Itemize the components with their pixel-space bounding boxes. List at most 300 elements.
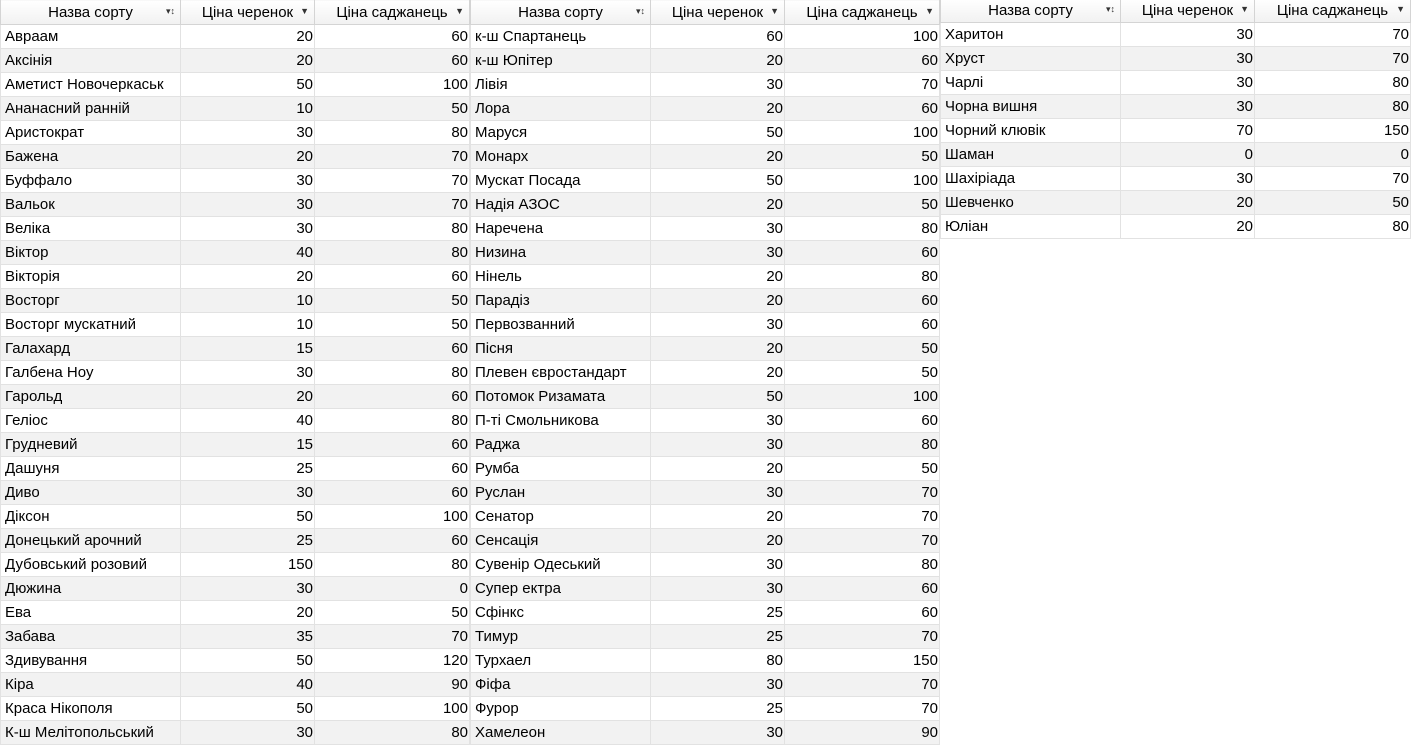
table-row[interactable] [471,49,940,73]
cell-variety-name[interactable]: П-ті Смольникова [471,409,651,433]
table-row[interactable] [1,73,470,97]
cell-cuttings-price[interactable]: 30 [651,673,785,697]
cell-variety-name[interactable]: Дашуня [1,457,181,481]
cell-variety-name[interactable]: К-ш Мелітопольський [1,721,181,745]
table-row[interactable] [471,217,940,241]
cell-seedlings-price[interactable]: 60 [315,433,470,457]
cell-seedlings-price[interactable]: 60 [785,241,940,265]
cell-variety-name[interactable]: Гарольд [1,385,181,409]
cell-variety-name[interactable]: Надія АЗОС [471,193,651,217]
table-row[interactable] [1,193,470,217]
cell-cuttings-price[interactable]: 40 [181,673,315,697]
cell-seedlings-price[interactable]: 50 [785,457,940,481]
cell-variety-name[interactable]: Первозванний [471,313,651,337]
table-row[interactable] [471,289,940,313]
cell-variety-name[interactable]: Сенатор [471,505,651,529]
cell-variety-name[interactable]: Наречена [471,217,651,241]
cell-seedlings-price[interactable]: 50 [785,361,940,385]
column-header-seedlings[interactable] [315,0,470,25]
cell-cuttings-price[interactable]: 20 [651,145,785,169]
cell-variety-name[interactable]: Кіра [1,673,181,697]
cell-seedlings-price[interactable]: 60 [315,49,470,73]
table-row[interactable] [471,25,940,49]
table-row[interactable] [1,265,470,289]
cell-cuttings-price[interactable]: 30 [651,409,785,433]
cell-cuttings-price[interactable]: 30 [651,481,785,505]
cell-seedlings-price[interactable]: 90 [785,721,940,745]
cell-variety-name[interactable]: Забава [1,625,181,649]
table-row[interactable] [471,169,940,193]
table-row[interactable] [1,481,470,505]
cell-cuttings-price[interactable]: 20 [651,337,785,361]
cell-variety-name[interactable]: Вікторія [1,265,181,289]
table-row[interactable] [471,577,940,601]
table-row[interactable] [471,409,940,433]
cell-seedlings-price[interactable]: 50 [315,313,470,337]
table-row[interactable] [471,481,940,505]
cell-cuttings-price[interactable]: 10 [181,313,315,337]
table-row[interactable] [1,457,470,481]
cell-cuttings-price[interactable]: 20 [181,49,315,73]
cell-variety-name[interactable]: Геліос [1,409,181,433]
cell-variety-name[interactable]: Сувенір Одеський [471,553,651,577]
cell-seedlings-price[interactable]: 0 [315,577,470,601]
cell-cuttings-price[interactable]: 25 [651,601,785,625]
table-row[interactable] [471,97,940,121]
table-row[interactable] [941,191,1411,215]
table-row[interactable] [1,121,470,145]
table-row[interactable] [1,649,470,673]
dropdown-arrow-icon[interactable]: ▼ [770,6,779,16]
cell-cuttings-price[interactable]: 50 [181,649,315,673]
cell-variety-name[interactable]: Маруся [471,121,651,145]
cell-variety-name[interactable]: к-ш Спартанець [471,25,651,49]
cell-variety-name[interactable]: Дюжина [1,577,181,601]
sort-filter-icon[interactable]: ▾↕ [1105,4,1115,14]
table-row[interactable] [1,697,470,721]
cell-cuttings-price[interactable]: 30 [1121,23,1255,47]
header-row [941,0,1411,23]
table-row[interactable] [1,529,470,553]
cell-seedlings-price[interactable]: 80 [1255,95,1411,119]
cell-cuttings-price[interactable]: 10 [181,97,315,121]
cell-cuttings-price[interactable]: 15 [181,337,315,361]
cell-variety-name[interactable]: Фіфа [471,673,651,697]
cell-variety-name[interactable]: Низина [471,241,651,265]
cell-seedlings-price[interactable]: 60 [785,409,940,433]
cell-seedlings-price[interactable]: 70 [1255,47,1411,71]
cell-cuttings-price[interactable]: 50 [181,73,315,97]
cell-variety-name[interactable]: Шаман [941,143,1121,167]
cell-cuttings-price[interactable]: 50 [651,169,785,193]
cell-variety-name[interactable]: Диво [1,481,181,505]
cell-variety-name[interactable]: Хамелеон [471,721,651,745]
cell-seedlings-price[interactable]: 70 [315,625,470,649]
cell-cuttings-price[interactable]: 10 [181,289,315,313]
table-row[interactable] [1,313,470,337]
cell-variety-name[interactable]: Галбена Ноу [1,361,181,385]
table-row[interactable] [1,145,470,169]
cell-seedlings-price[interactable]: 70 [785,505,940,529]
cell-cuttings-price[interactable]: 20 [651,457,785,481]
table-row[interactable] [1,577,470,601]
table-row[interactable] [471,505,940,529]
cell-cuttings-price[interactable]: 0 [1121,143,1255,167]
cell-variety-name[interactable]: Сенсація [471,529,651,553]
table-row[interactable] [471,145,940,169]
cell-cuttings-price[interactable]: 30 [651,577,785,601]
table-row[interactable] [471,265,940,289]
cell-cuttings-price[interactable]: 30 [1121,95,1255,119]
cell-seedlings-price[interactable]: 60 [315,481,470,505]
table-row[interactable] [471,361,940,385]
table-row[interactable] [1,601,470,625]
cell-cuttings-price[interactable]: 30 [181,577,315,601]
cell-variety-name[interactable]: Діксон [1,505,181,529]
cell-variety-name[interactable]: Чорний клювік [941,119,1121,143]
cell-seedlings-price[interactable]: 60 [315,385,470,409]
cell-cuttings-price[interactable]: 20 [651,529,785,553]
table-row[interactable] [1,49,470,73]
cell-variety-name[interactable]: Шахіріада [941,167,1121,191]
cell-variety-name[interactable]: Буффало [1,169,181,193]
dropdown-arrow-icon[interactable]: ▼ [1396,4,1405,14]
cell-seedlings-price[interactable]: 100 [315,73,470,97]
column-header-cuttings[interactable] [651,0,785,25]
cell-seedlings-price[interactable]: 100 [785,121,940,145]
table-row[interactable] [1,721,470,745]
cell-seedlings-price[interactable]: 60 [315,529,470,553]
cell-variety-name[interactable]: Мускат Посада [471,169,651,193]
cell-seedlings-price[interactable]: 60 [785,289,940,313]
cell-cuttings-price[interactable]: 25 [181,529,315,553]
table-row[interactable] [471,433,940,457]
table-row[interactable] [471,73,940,97]
cell-variety-name[interactable]: Восторг мускатний [1,313,181,337]
cell-seedlings-price[interactable]: 80 [785,553,940,577]
cell-seedlings-price[interactable]: 80 [315,409,470,433]
table-row[interactable] [1,433,470,457]
cell-cuttings-price[interactable]: 40 [181,409,315,433]
cell-variety-name[interactable]: Парадіз [471,289,651,313]
cell-seedlings-price[interactable]: 50 [785,337,940,361]
cell-variety-name[interactable]: Віктор [1,241,181,265]
cell-variety-name[interactable]: Чорна вишня [941,95,1121,119]
cell-seedlings-price[interactable]: 70 [1255,167,1411,191]
table-row[interactable] [471,673,940,697]
cell-cuttings-price[interactable]: 40 [181,241,315,265]
column-header-name[interactable] [1,0,181,25]
cell-seedlings-price[interactable]: 60 [315,25,470,49]
cell-seedlings-price[interactable]: 150 [1255,119,1411,143]
table-row[interactable] [941,215,1411,239]
cell-cuttings-price[interactable]: 30 [181,169,315,193]
cell-variety-name[interactable]: Аксінія [1,49,181,73]
cell-cuttings-price[interactable]: 35 [181,625,315,649]
cell-cuttings-price[interactable]: 50 [181,505,315,529]
cell-cuttings-price[interactable]: 20 [1121,191,1255,215]
cell-seedlings-price[interactable]: 80 [315,217,470,241]
cell-cuttings-price[interactable]: 30 [651,73,785,97]
cell-variety-name[interactable]: Плевен євростандарт [471,361,651,385]
table-row[interactable] [471,241,940,265]
cell-variety-name[interactable]: Супер ектра [471,577,651,601]
table-row[interactable] [941,119,1411,143]
cell-variety-name[interactable]: Лора [471,97,651,121]
cell-cuttings-price[interactable]: 25 [181,457,315,481]
table-row[interactable] [1,553,470,577]
cell-variety-name[interactable]: Юліан [941,215,1121,239]
cell-cuttings-price[interactable]: 30 [181,121,315,145]
cell-seedlings-price[interactable]: 60 [785,577,940,601]
cell-seedlings-price[interactable]: 70 [785,73,940,97]
cell-cuttings-price[interactable]: 80 [651,649,785,673]
cell-variety-name[interactable]: Нінель [471,265,651,289]
table-row[interactable] [1,625,470,649]
cell-cuttings-price[interactable]: 20 [651,505,785,529]
cell-seedlings-price[interactable]: 80 [315,721,470,745]
table-row[interactable] [1,361,470,385]
table-row[interactable] [471,385,940,409]
cell-seedlings-price[interactable]: 150 [785,649,940,673]
cell-cuttings-price[interactable]: 70 [1121,119,1255,143]
column-header-cuttings[interactable] [181,0,315,25]
table-row[interactable] [1,337,470,361]
cell-cuttings-price[interactable]: 20 [651,193,785,217]
cell-cuttings-price[interactable]: 30 [651,553,785,577]
cell-variety-name[interactable]: Шевченко [941,191,1121,215]
cell-seedlings-price[interactable]: 70 [315,169,470,193]
cell-seedlings-price[interactable]: 100 [315,505,470,529]
cell-seedlings-price[interactable]: 120 [315,649,470,673]
cell-cuttings-price[interactable]: 25 [651,697,785,721]
table-row[interactable] [1,289,470,313]
cell-cuttings-price[interactable]: 30 [181,217,315,241]
cell-seedlings-price[interactable]: 70 [315,193,470,217]
table-row[interactable] [941,143,1411,167]
table-row[interactable] [471,313,940,337]
cell-cuttings-price[interactable]: 15 [181,433,315,457]
cell-seedlings-price[interactable]: 50 [1255,191,1411,215]
cell-cuttings-price[interactable]: 20 [651,49,785,73]
cell-variety-name[interactable]: Краса Нікополя [1,697,181,721]
column-header-seedlings[interactable] [785,0,940,25]
table-row[interactable] [941,47,1411,71]
cell-variety-name[interactable]: к-ш Юпітер [471,49,651,73]
cell-seedlings-price[interactable]: 50 [785,145,940,169]
sort-filter-icon[interactable]: ▾↕ [635,6,645,16]
dropdown-arrow-icon[interactable]: ▼ [925,6,934,16]
table-row[interactable] [471,553,940,577]
table-row[interactable] [471,697,940,721]
cell-cuttings-price[interactable]: 30 [651,721,785,745]
table-row[interactable] [1,97,470,121]
cell-cuttings-price[interactable]: 30 [651,313,785,337]
cell-cuttings-price[interactable]: 30 [1121,167,1255,191]
cell-cuttings-price[interactable]: 30 [181,193,315,217]
cell-seedlings-price[interactable]: 60 [315,337,470,361]
cell-variety-name[interactable]: Веліка [1,217,181,241]
cell-seedlings-price[interactable]: 0 [1255,143,1411,167]
cell-seedlings-price[interactable]: 80 [315,361,470,385]
header-row [1,0,470,25]
cell-variety-name[interactable]: Аметист Новочеркаськ [1,73,181,97]
cell-variety-name[interactable]: Грудневий [1,433,181,457]
dropdown-arrow-icon[interactable]: ▼ [1240,4,1249,14]
cell-cuttings-price[interactable]: 25 [651,625,785,649]
table-row[interactable] [1,673,470,697]
cell-variety-name[interactable]: Восторг [1,289,181,313]
cell-cuttings-price[interactable]: 30 [1121,47,1255,71]
table-row[interactable] [1,169,470,193]
cell-seedlings-price[interactable]: 60 [785,97,940,121]
table-row[interactable] [1,385,470,409]
column-header-seedlings[interactable] [1255,0,1411,23]
cell-cuttings-price[interactable]: 20 [181,25,315,49]
cell-seedlings-price[interactable]: 80 [785,433,940,457]
cell-seedlings-price[interactable]: 50 [785,193,940,217]
table-row[interactable] [471,121,940,145]
table-row[interactable] [941,167,1411,191]
cell-seedlings-price[interactable]: 50 [315,289,470,313]
cell-cuttings-price[interactable]: 30 [181,721,315,745]
table-row[interactable] [1,25,470,49]
table-row[interactable] [1,505,470,529]
cell-seedlings-price[interactable]: 70 [785,697,940,721]
cell-seedlings-price[interactable]: 80 [315,241,470,265]
cell-variety-name[interactable]: Потомок Ризамата [471,385,651,409]
cell-seedlings-price[interactable]: 50 [315,97,470,121]
cell-variety-name[interactable]: Галахард [1,337,181,361]
cell-variety-name[interactable]: Тимур [471,625,651,649]
cell-seedlings-price[interactable]: 80 [315,121,470,145]
cell-seedlings-price[interactable]: 80 [785,265,940,289]
table-row[interactable] [471,457,940,481]
table-row[interactable] [1,409,470,433]
cell-seedlings-price[interactable]: 90 [315,673,470,697]
cell-cuttings-price[interactable]: 20 [651,361,785,385]
cell-variety-name[interactable]: Вальок [1,193,181,217]
column-header-label: Ціна саджанець [806,3,918,21]
cell-cuttings-price[interactable]: 20 [181,601,315,625]
cell-variety-name[interactable]: Харитон [941,23,1121,47]
table-row[interactable] [471,193,940,217]
dropdown-arrow-icon[interactable]: ▼ [300,6,309,16]
cell-cuttings-price[interactable]: 20 [651,97,785,121]
cell-variety-name[interactable]: Пісня [471,337,651,361]
column-header-label: Назва сорту [48,3,133,21]
table-row[interactable] [941,95,1411,119]
table-row[interactable] [471,625,940,649]
table-row[interactable] [471,529,940,553]
price-table-2 [470,0,940,745]
cell-seedlings-price[interactable]: 50 [315,601,470,625]
cell-variety-name[interactable]: Лівія [471,73,651,97]
cell-seedlings-price[interactable]: 100 [315,697,470,721]
cell-variety-name[interactable]: Хруст [941,47,1121,71]
cell-seedlings-price[interactable]: 100 [785,385,940,409]
cell-seedlings-price[interactable]: 60 [315,457,470,481]
cell-variety-name[interactable]: Монарх [471,145,651,169]
cell-seedlings-price[interactable]: 70 [1255,23,1411,47]
table-row[interactable] [1,217,470,241]
cell-cuttings-price[interactable]: 30 [1121,71,1255,95]
cell-seedlings-price[interactable]: 70 [785,481,940,505]
cell-cuttings-price[interactable]: 150 [181,553,315,577]
column-header-name[interactable] [471,0,651,25]
cell-seedlings-price[interactable]: 100 [785,25,940,49]
cell-variety-name[interactable]: Дубовський розовий [1,553,181,577]
sort-filter-icon[interactable]: ▾↕ [165,6,175,16]
cell-variety-name[interactable]: Донецький арочний [1,529,181,553]
cell-cuttings-price[interactable]: 30 [181,361,315,385]
cell-cuttings-price[interactable]: 20 [181,145,315,169]
cell-variety-name[interactable]: Бажена [1,145,181,169]
cell-variety-name[interactable]: Румба [471,457,651,481]
table-row[interactable] [941,23,1411,47]
table-row[interactable] [1,241,470,265]
cell-variety-name[interactable]: Ева [1,601,181,625]
cell-variety-name[interactable]: Сфінкс [471,601,651,625]
cell-seedlings-price[interactable]: 60 [785,313,940,337]
cell-seedlings-price[interactable]: 70 [785,673,940,697]
table-row[interactable] [471,337,940,361]
cell-variety-name[interactable]: Ананасний ранній [1,97,181,121]
cell-cuttings-price[interactable]: 20 [181,265,315,289]
cell-cuttings-price[interactable]: 20 [651,289,785,313]
cell-variety-name[interactable]: Авраам [1,25,181,49]
header-row [471,0,940,25]
cell-seedlings-price[interactable]: 70 [785,529,940,553]
cell-variety-name[interactable]: Руслан [471,481,651,505]
cell-cuttings-price[interactable]: 50 [181,697,315,721]
cell-seedlings-price[interactable]: 80 [1255,71,1411,95]
cell-variety-name[interactable]: Раджа [471,433,651,457]
table-row[interactable] [471,601,940,625]
cell-cuttings-price[interactable]: 30 [651,433,785,457]
cell-seedlings-price[interactable]: 60 [785,601,940,625]
cell-cuttings-price[interactable]: 20 [1121,215,1255,239]
cell-seedlings-price[interactable]: 60 [315,265,470,289]
column-header-cuttings[interactable] [1121,0,1255,23]
cell-seedlings-price[interactable]: 100 [785,169,940,193]
table-row[interactable] [941,71,1411,95]
cell-cuttings-price[interactable]: 20 [651,265,785,289]
cell-variety-name[interactable]: Фурор [471,697,651,721]
cell-variety-name[interactable]: Чарлі [941,71,1121,95]
cell-variety-name[interactable]: Турхаел [471,649,651,673]
cell-seedlings-price[interactable]: 80 [315,553,470,577]
cell-seedlings-price[interactable]: 60 [785,49,940,73]
cell-cuttings-price[interactable]: 20 [181,385,315,409]
column-header-name[interactable] [941,0,1121,23]
cell-cuttings-price[interactable]: 30 [651,217,785,241]
cell-cuttings-price[interactable]: 50 [651,121,785,145]
cell-variety-name[interactable]: Здивування [1,649,181,673]
cell-cuttings-price[interactable]: 60 [651,25,785,49]
table-row[interactable] [471,649,940,673]
cell-seedlings-price[interactable]: 70 [785,625,940,649]
cell-cuttings-price[interactable]: 30 [181,481,315,505]
table-row[interactable] [471,721,940,745]
dropdown-arrow-icon[interactable]: ▼ [455,6,464,16]
cell-cuttings-price[interactable]: 50 [651,385,785,409]
cell-variety-name[interactable]: Аристократ [1,121,181,145]
cell-seedlings-price[interactable]: 70 [315,145,470,169]
cell-seedlings-price[interactable]: 80 [785,217,940,241]
cell-cuttings-price[interactable]: 30 [651,241,785,265]
cell-seedlings-price[interactable]: 80 [1255,215,1411,239]
